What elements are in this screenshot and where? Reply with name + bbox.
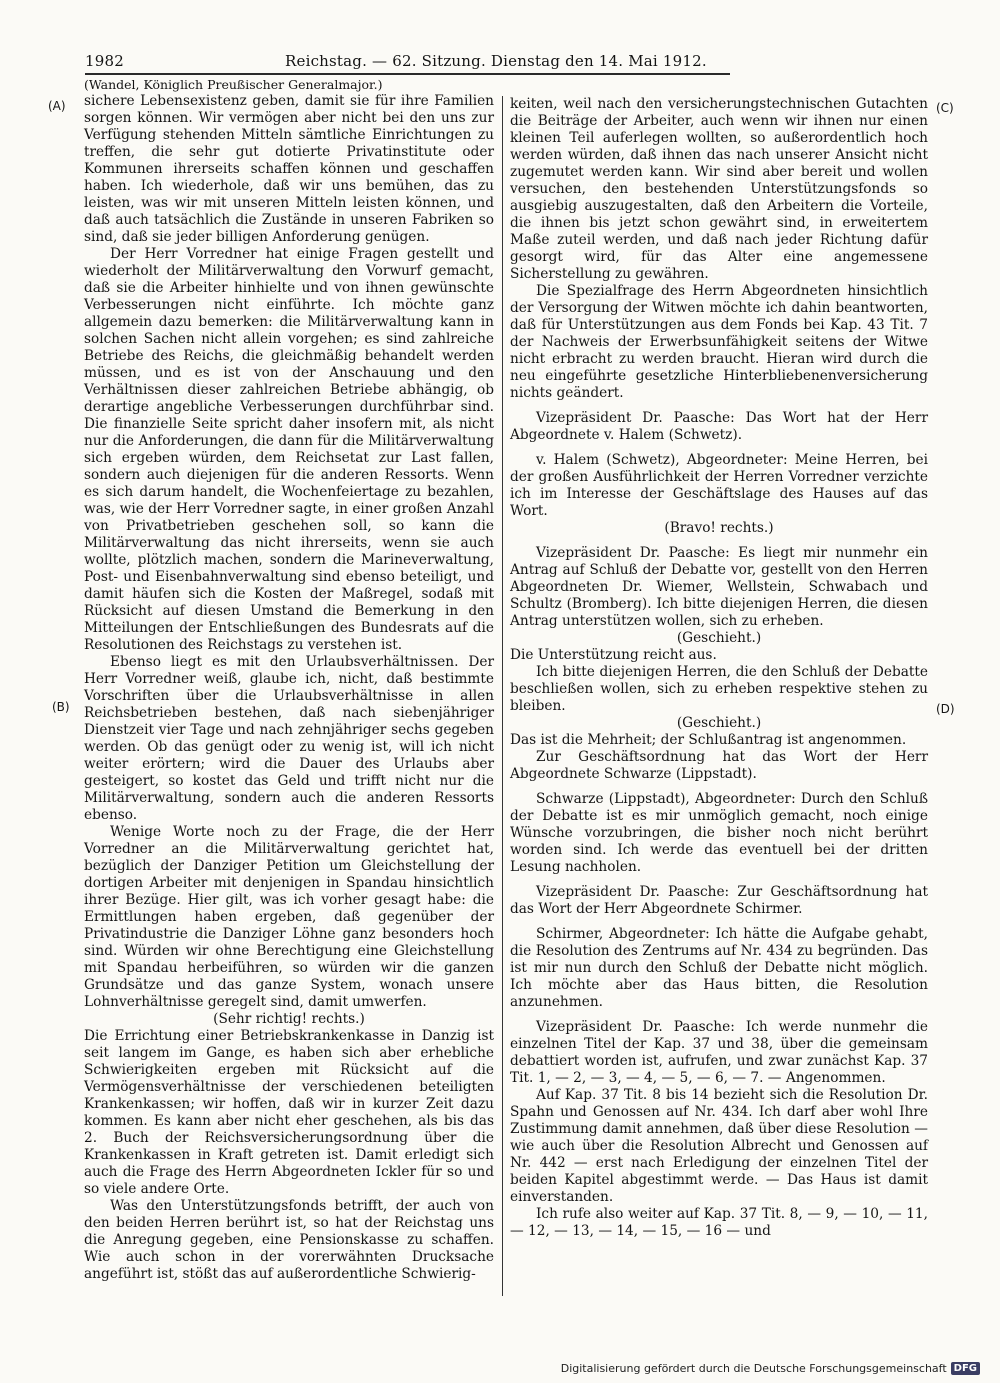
speaker-paragraph: Vizepräsident Dr. Paasche: Es liegt mir nunmehr ein Antrag auf Schluß der Debatte vor, gestellt von den Herren Abgeordneten Dr. Wiemer, Wellstein, Schwabach und Schultz (Bromberg). Ich bitte diejenigen Herren, die diesen Antrag unterstützen wollen, sich zu erheben. (510, 545, 928, 629)
speaker-paragraph: Schirmer, Abgeordneter: Ich hätte die Aufgabe gehabt, die Resolution des Zentrums auf Nr. 434 zu begründen. Das ist mir nun durch den Schluß der Debatte nicht möglich. Ich möchte aber das Haus bitten, die Resolution anzunehmen. (510, 926, 928, 1010)
speaker-paragraph: Vizepräsident Dr. Paasche: Ich werde nunmehr die einzelnen Titel der Kap. 37 und 38, über die gemeinsam debattiert worden ist, aufrufen, und zwar zunächst Kap. 37 Tit. 1, — 2, — 3, — 4, — 5, — 6, — 7. — Angenommen. (510, 1019, 928, 1086)
paragraph: Was den Unterstützungsfonds betrifft, der auch von den beiden Herren berührt ist, so hat der Reichstag uns die Anregung gegeben, eine Pensionskasse zu schaffen. Wie auch schon in der vorerwähnten Drucksache angeführt ist, stößt das auf außerordentliche Schwierig- (84, 1198, 494, 1282)
paragraph: Die Unterstützung reicht aus. (510, 647, 717, 663)
speaker-paragraph: v. Halem (Schwetz), Abgeordneter: Meine Herren, bei der großen Ausführlichkeit der Herren Vorredner verzichte ich im Interesse der Geschäftslage des Hauses auf das Wort. (510, 452, 928, 519)
margin-marker-a: (A) (48, 99, 66, 113)
column-divider (502, 96, 503, 1296)
interjection: (Bravo! rechts.) (664, 520, 774, 536)
paragraph: Das ist die Mehrheit; der Schlußantrag ist angenommen. (510, 732, 907, 748)
page-number: 1982 (85, 52, 124, 70)
footer (561, 1362, 980, 1375)
margin-marker-c: (C) (936, 101, 954, 115)
paragraph: keiten, weil nach den versicherungstechnischen Gutachten die Beiträge der Arbeiter, auch wenn wir ihnen nur einen kleinen Teil auferlegen wollten, so außerordentlich hoch werden würden, daß ihnen das nach unserer Ansicht nicht zugemutet werden kann. Wir sind aber bereit und wollen versuchen, den bestehenden Unterstützungsfonds so ausgiebig auszugestalten, daß den Arbeitern die Vorteile, die ihnen bis jetzt schon gewährt sind, in erweitertem Maße zuteil werden, und daß nach jeder Richtung dafür gesorgt wird, für das Alter eine angemessene Sicherstellung zu gewähren. (510, 96, 928, 282)
paragraph: Zur Geschäftsordnung hat das Wort der Herr Abgeordnete Schwarze (Lippstadt). (510, 749, 928, 782)
speaker-paragraph: Vizepräsident Dr. Paasche: Das Wort hat der Herr Abgeordnete v. Halem (Schwetz). (510, 410, 928, 443)
paragraph: sichere Lebensexistenz geben, damit sie für ihre Familien sorgen können. Wir vermögen aber nicht bei den uns zur Verfügung stehenden Mitteln sämtliche Einrichtungen zu treffen, die sehr gut dotierte Privatinstitute oder Kommunen ihrerseits schaffen können und geschaffen haben. Ich wiederhole, daß wir uns bemühen, das zu leisten, was wir mit unseren Mitteln leisten können, und daß auch tatsächlich die Zustände in unseren Fabriken so sind, daß sie jeder billigen Anforderung genügen. (84, 93, 494, 245)
footer-text: Digitalisierung gefördert durch die Deutsche Forschungsgemeinschaft (560, 1362, 947, 1375)
header-rule (85, 73, 730, 75)
interjection: (Geschieht.) (676, 630, 762, 646)
interjection: (Sehr richtig! rechts.) (213, 1011, 365, 1027)
left-column (84, 76, 494, 1283)
running-title: Reichstag. — 62. Sitzung. Dienstag den 14. Mai 1912. (285, 52, 707, 70)
right-column (510, 96, 928, 1240)
paragraph: Ich rufe also weiter auf Kap. 37 Tit. 8, — 9, — 10, — 11, — 12, — 13, — 14, — 15, — 16 — und (510, 1206, 928, 1239)
margin-marker-d: (D) (936, 702, 955, 716)
dfg-logo: DFG (951, 1362, 980, 1375)
page-header (85, 52, 725, 74)
speaker-paragraph: Schwarze (Lippstadt), Abgeordneter: Durch den Schluß der Debatte ist es mir unmöglich gemacht, noch einige Wünsche vorzubringen, die bisher noch nicht berührt worden sind. Ich werde das eventuell bei der dritten Lesung nachholen. (510, 791, 928, 875)
margin-marker-b: (B) (52, 700, 70, 714)
paragraph: Ich bitte diejenigen Herren, die den Schluß der Debatte beschließen wollen, sich zu erheben respektive stehen zu bleiben. (510, 664, 928, 714)
interjection: (Geschieht.) (676, 715, 762, 731)
paragraph: Die Errichtung einer Betriebskrankenkasse in Danzig ist seit langem im Gange, es haben sich aber erhebliche Schwierigkeiten ergeben mit Rücksicht auf die Vermögensverhältnisse der verschiedenen beteiligten Krankenkassen; wir hoffen, daß wir in kurzer Zeit dazu kommen. Es kann aber nicht eher geschehen, als bis das 2. Buch der Reichsversicherungsordnung über die Krankenkassen in Kraft getreten ist. Damit erledigt sich auch die Frage des Herrn Abgeordneten Ickler für so und so viele andere Orte. (84, 1028, 494, 1197)
speaker-tag: (Wandel, Königlich Preußischer Generalmajor.) (84, 77, 383, 92)
paragraph: Ebenso liegt es mit den Urlaubsverhältnissen. Der Herr Vorredner weiß, glaube ich, nicht, daß bestimmte Vorschriften über die Urlaubsverhältnisse in allen Reichsbetrieben bestehen, daß nach siebenjähriger Dienstzeit vier Tage und nach zehnjähriger sechs gegeben werden. Ob das genügt oder zu wenig ist, will ich nicht weiter erörtern; wird die Dauer des Urlaubs aber gesteigert, so kostet das Geld und trifft nicht nur die Militärverwaltung, sondern auch die anderen Ressorts ebenso. (84, 654, 494, 823)
paragraph: Wenige Worte noch zu der Frage, die der Herr Vorredner an die Militärverwaltung gerichtet hat, bezüglich der Danziger Petition um Gleichstellung der dortigen Arbeiter mit denjenigen in Spandau hinsichtlich ihrer Bezüge. Hier gilt, was ich vorher gesagt habe: die Ermittlungen haben ergeben, daß gegenüber der Privatindustrie die Danziger Löhne ganz besonders hoch sind. Würden wir ohne Berechtigung eine Gleichstellung mit Spandau herbeiführen, so würden wir die ganzen Grundsätze und das ganze System, wonach unsere Lohnverhältnisse geregelt sind, damit umwerfen. (84, 824, 494, 1010)
speaker-paragraph: Vizepräsident Dr. Paasche: Zur Geschäftsordnung hat das Wort der Herr Abgeordnete Schirmer. (510, 884, 928, 917)
paragraph: Der Herr Vorredner hat einige Fragen gestellt und wiederholt der Militärverwaltung den Vorwurf gemacht, daß sie die Arbeiter hinhielte und von ihnen gewünschte Verbesserungen nicht einführte. Ich möchte ganz allgemein dazu bemerken: die Militärverwaltung kann in solchen Sachen nicht allein vorgehen; es sind zahlreiche Betriebe des Reichs, die gleichmäßig behandelt werden müssen, und es ist von der Anschauung und den Verhältnissen dieser zahlreichen Betriebe abhängig, ob derartige angebliche Verbesserungen durchführbar sind. Die finanzielle Seite spricht daher insofern mit, als nicht nur die Anforderungen, die dann für die Militärverwaltung sich ergeben würden, dem Reichsetat zur Last fallen, sondern auch diejenigen für die anderen Ressorts. Wenn es sich darum handelt, die Wochenfeiertage zu bezahlen, was, wie der Herr Vorredner sagte, in einer großen Anzahl von Privatbetrieben geschehen soll, so kann die Militärverwaltung das nicht ihrerseits, wenn sie auch wollte, plötzlich machen, sondern die Marineverwaltung, Post- und Eisenbahnverwaltung sind ebenso beteiligt, und damit häufen sich die Kosten der Maßregel, sodaß mit Rücksicht auf diesen Umstand die Bemerkung in den Mitteilungen der Entschließungen des Bundesrats auf die Resolutionen des Reichstags zu verstehen ist. (84, 246, 494, 653)
paragraph: Die Spezialfrage des Herrn Abgeordneten hinsichtlich der Versorgung der Witwen möchte ich dahin beantworten, daß für Unterstützungen aus dem Fonds bei Kap. 43 Tit. 7 der Nachweis der Erwerbsunfähigkeit seitens der Witwe nicht erbracht zu werden braucht. Hieran wird durch die neu eingeführte gesetzliche Hinterbliebenenversicherung nichts geändert. (510, 283, 928, 401)
paragraph: Auf Kap. 37 Tit. 8 bis 14 bezieht sich die Resolution Dr. Spahn und Genossen auf Nr. 434. Ich darf aber wohl Ihre Zustimmung damit annehmen, daß über diese Resolution — wie auch über die Resolution Albrecht und Genossen auf Nr. 442 — erst nach Erledigung der einzelnen Titel der beiden Kapitel abgestimmt werde. — Das Haus ist damit einverstanden. (510, 1087, 928, 1205)
